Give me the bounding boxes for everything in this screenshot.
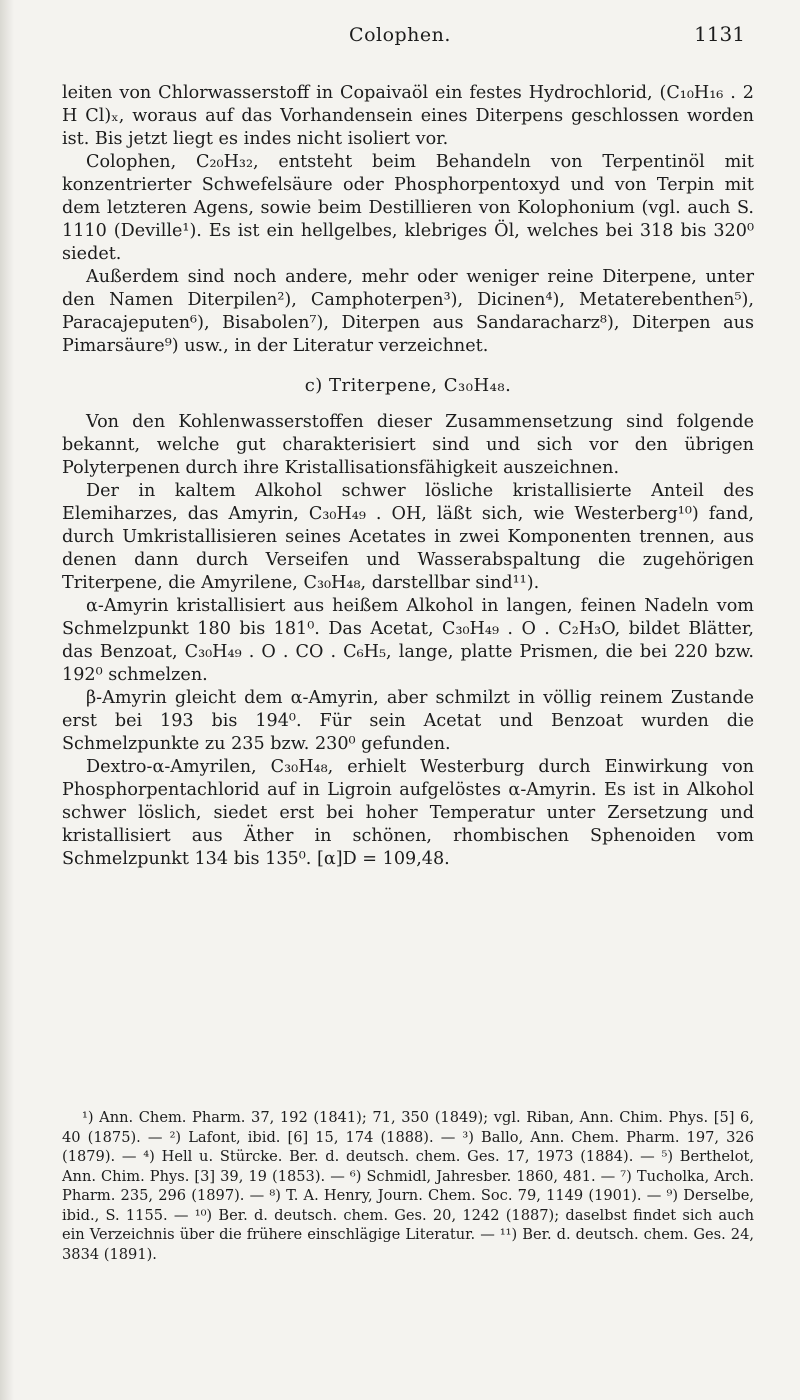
paragraph-other-diterpenes: Außerdem sind noch andere, mehr oder weniger reine Diterpene, unter den Namen Diterpilen²), Camphoterpen³), Dicinen⁴), Metaterebenthen⁵), Paracajeputen⁶), Bisabolen⁷), Diterpen aus Sandaracharz⁸), Diterpen aus Pimarsäure⁹) usw., in der Literatur verzeichnet.	[62, 267, 754, 356]
footnotes-text: ¹) Ann. Chem. Pharm. 37, 192 (1841); 71, 350 (1849); vgl. Riban, Ann. Chim. Phys. [5] 6, 40 (1875). — ²) Lafont, ibid. [6] 15, 174 (1888). — ³) Ballo, Ann. Chem. Pharm. 197, 326 (1879). — ⁴) Hell u. Stürcke. Ber. d. deutsch. chem. Ges. 17, 1973 (1884). — ⁵) Berthelot, Ann. Chim. Phys. [3] 39, 19 (1853). — ⁶) Schmidl, Jahresber. 1860, 481. — ⁷) Tucholka, Arch. Pharm. 235, 296 (1897). — ⁸) T. A. Henry, Journ. Chem. Soc. 79, 1149 (1901). — ⁹) Derselbe, ibid., S. 1155. — ¹⁰) Ber. d. deutsch. chem. Ges. 20, 1242 (1887); daselbst findet sich auch ein Verzeichnis über die frühere einschlägige Literatur. — ¹¹) Ber. d. deutsch. chem. Ges. 24, 3834 (1891).	[62, 1109, 754, 1263]
paragraph-triterpene-intro: Von den Kohlenwasserstoffen dieser Zusammensetzung sind folgende bekannt, welche gut charakterisiert sind und sich vor den übrigen Polyterpenen durch ihre Kristallisationsfähigkeit auszeichnen.	[62, 412, 754, 478]
paragraph-amyrin: Der in kaltem Alkohol schwer lösliche kristallisierte Anteil des Elemiharzes, das Amyrin, C₃₀H₄₉ . OH, läßt sich, wie Westerberg¹⁰) fand, durch Umkristallisieren seines Acetates in zwei Komponenten trennen, aus denen dann durch Verseifen und Wasserabspaltung die zugehörigen Triterpene, die Amyrilene, C₃₀H₄₈, darstellbar sind¹¹).	[62, 481, 754, 593]
footnotes	[62, 1108, 754, 1264]
page-header	[0, 12, 800, 52]
page-edge-shadow	[0, 0, 14, 1400]
body-text	[62, 82, 754, 871]
running-title: Colophen.	[349, 24, 451, 46]
paragraph-colophen: Colophen, C₂₀H₃₂, entsteht beim Behandeln von Terpentinöl mit konzentrierter Schwefelsäure oder Phosphorpentoxyd und von Terpin mit dem letzteren Agens, sowie beim Destillieren von Kolophonium (vgl. auch S. 1110 (Deville¹). Es ist ein hellgelbes, klebriges Öl, welches bei 318 bis 320⁰ siedet.	[62, 152, 754, 264]
page-number: 1131	[694, 22, 745, 46]
paragraph-beta-amyrin: β-Amyrin gleicht dem α-Amyrin, aber schmilzt in völlig reinem Zustande erst bei 193 bis 194⁰. Für sein Acetat und Benzoat wurden die Schmelzpunkte zu 235 bzw. 230⁰ gefunden.	[62, 688, 754, 754]
paragraph-alpha-amyrin: α-Amyrin kristallisiert aus heißem Alkohol in langen, feinen Nadeln vom Schmelzpunkt 180 bis 181⁰. Das Acetat, C₃₀H₄₉ . O . C₂H₃O, bildet Blätter, das Benzoat, C₃₀H₄₉ . O . CO . C₆H₅, lange, platte Prismen, die bei 220 bzw. 192⁰ schmelzen.	[62, 596, 754, 685]
paragraph-dextro-amyrilen: Dextro-α-Amyrilen, C₃₀H₄₈, erhielt Westerburg durch Einwirkung von Phosphorpentachlorid auf in Ligroin aufgelöstes α-Amyrin. Es ist in Alkohol schwer löslich, siedet erst bei hoher Temperatur unter Zersetzung und kristallisiert aus Äther in schönen, rhombischen Sphenoiden vom Schmelzpunkt 134 bis 135⁰. [α]D = 109,48.	[62, 757, 754, 869]
paragraph-hydrochlorid: leiten von Chlorwasserstoff in Copaivaöl ein festes Hydrochlorid, (C₁₀H₁₆ . 2 H Cl)ₓ, woraus auf das Vorhandensein eines Diterpens geschlossen worden ist. Bis jetzt liegt es indes nicht isoliert vor.	[62, 83, 754, 149]
section-heading-triterpene: c) Triterpene, C₃₀H₄₈.	[304, 375, 512, 396]
